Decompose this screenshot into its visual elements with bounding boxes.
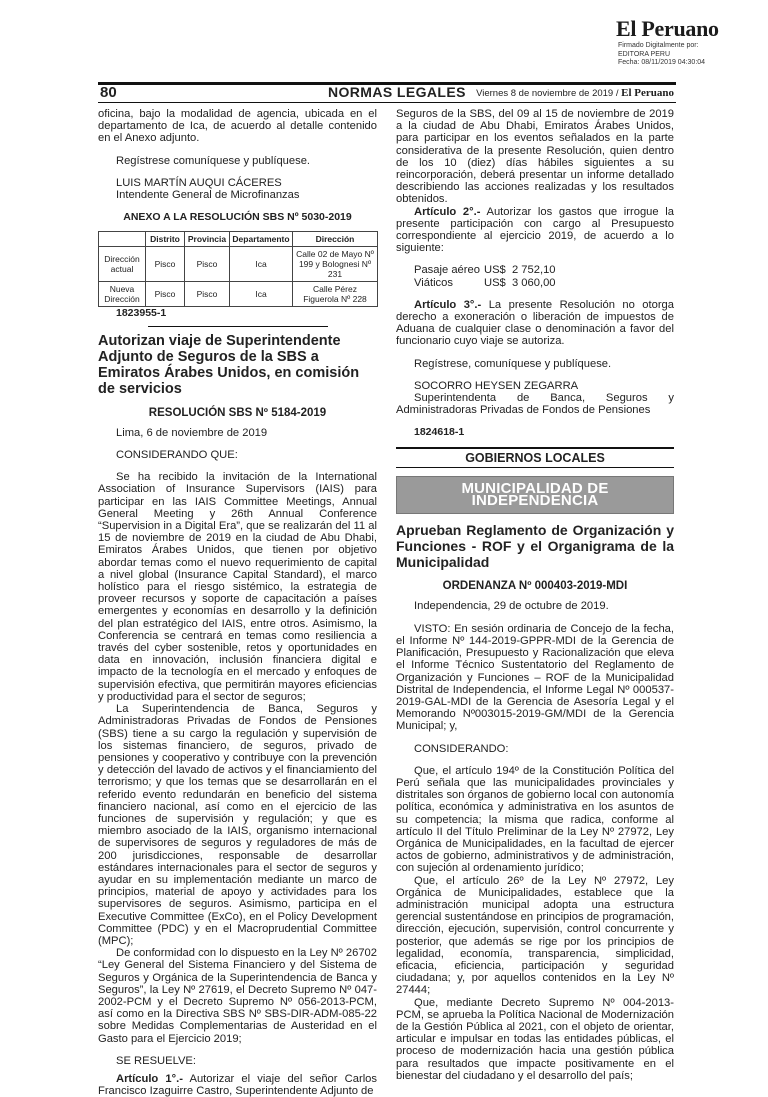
el-peruano-logo: El Peruano bbox=[616, 16, 719, 41]
expense-label: Viáticos bbox=[414, 276, 453, 289]
article-label: Artículo 2°.- bbox=[414, 205, 481, 218]
body-paragraph: Que, el artículo 26º de la Ley Nº 27972, Ley Orgánica de Municipalidades, establece que la administración municipal adopta una estructura gerencial sustentándose en principios de programación, dirección, ejecución, supervisión, control concurrente y posterior, que además se rige por los principios de legalidad, economía, transparencia, simplicidad, eficacia, eficiencia, participación y seguridad ciudadana; y, por aquellos contenidos en la Ley Nº 27444; bbox=[396, 874, 674, 997]
table-cell: Ica bbox=[230, 247, 293, 282]
signer-name: SOCORRO HEYSEN ZEGARRA bbox=[414, 379, 579, 392]
expense-row bbox=[414, 264, 674, 276]
signer-title: Intendente General de Microfinanzas bbox=[116, 189, 300, 202]
annex-header-cell: Provincia bbox=[185, 232, 230, 247]
annex-title: ANEXO A LA RESOLUCIÓN SBS Nº 5030-2019 bbox=[123, 211, 352, 224]
body-paragraph: Que, mediante Decreto Supremo Nº 004-2013-PCM, se aprueba la Política Nacional de Modernización de la Gestión Pública al 2021, con el objeto de orientar, articular e impulsar en todas las entidades públicas, el proceso de modernización hacia una gestión pública para resultados que impacte positivamente en el bienestar del ciudadano y el desarrollo del país; bbox=[396, 996, 674, 1082]
article-label: Artículo 3°.- bbox=[414, 298, 482, 311]
article-label: Artículo 1°.- bbox=[116, 1072, 183, 1085]
separator-rule bbox=[148, 326, 328, 327]
article-headline: Autorizan viaje de Superintendente Adjunto de Seguros de la SBS a Emiratos Árabes Unidos, en comisión de servicios bbox=[98, 332, 360, 397]
table-cell: Calle 02 de Mayo Nº 199 y Bolognesi Nº 231 bbox=[293, 247, 378, 282]
signer-title: Superintendenta de Banca, Seguros y Administradoras Privadas de Fondos de Pensiones bbox=[396, 392, 674, 417]
visto-paragraph: VISTO: En sesión ordinaria de Concejo de la fecha, el Informe Nº 144-2019-GPPR-MDI de la Gerencia de Planificación, Presupuesto y Racionalización que eleva el Informe Técnico Sustentatorio del Reglamento de Organización y Funciones – ROF de la Municipalidad Distrital de Independencia, el Informe Legal Nº 000537-2019-GAL-MDI de la Gerencia de Asesoría Legal y el Memorando Nº003015-2019-GM/MDI de la Gerencia Municipal; y, bbox=[396, 622, 674, 733]
body-paragraph: La Superintendencia de Banca, Seguros y Administradoras Privadas de Fondos de Pensiones (SBS) tiene a su cargo la regulación y supervisión de los sistemas financiero, de seguros, privado de pensiones y cooperativo y contribuye con la prevención y detección del lavado de activos y el financiamiento del terrorismo; y que los temas que se desarrollarán en el referido evento redundarán en beneficio del sistema financiero nacional, así como en el ejercicio de las funciones de supervisión y regulación; y que es miembro asociado de la IAIS, organismo internacional de supervisores de seguros y reguladores de más de 200 jurisdicciones, responsable de desarrollar estándares internacionales para el sector de seguros y ayudar en su implementación mediante un marco de principios, material de apoyo y actividades para los supervisores de seguros. Asimismo, participa en el Executive Committee (ExCo), en el Policy Development Committee (PDC) y en el Macroprudential Committee (MPC); bbox=[98, 703, 377, 947]
ordinance-number: ORDENANZA Nº 000403-2019-MDI bbox=[442, 580, 628, 593]
municipality-banner: MUNICIPALIDAD DE INDEPENDENCIA bbox=[396, 476, 674, 514]
table-row bbox=[99, 282, 378, 307]
paper-name: El Peruano bbox=[621, 87, 674, 99]
signer-name: LUIS MARTÍN AUQUI CÁCERES bbox=[116, 176, 282, 189]
header-bottom-rule bbox=[98, 102, 676, 103]
page-header bbox=[98, 84, 676, 102]
place-date: Lima, 6 de noviembre de 2019 bbox=[116, 426, 268, 439]
table-cell: Ica bbox=[230, 282, 293, 307]
annex-header-cell bbox=[99, 232, 146, 247]
header-date bbox=[476, 87, 674, 99]
expense-label: Pasaje aéreo bbox=[414, 264, 480, 277]
table-cell: Calle Pérez Figuerola Nº 228 bbox=[293, 282, 378, 307]
annex-header-cell: Dirección bbox=[293, 232, 378, 247]
signature-line: Firmado Digitalmente por: bbox=[618, 42, 699, 49]
publication-code: 1823955-1 bbox=[116, 307, 167, 320]
article-1 bbox=[98, 1073, 377, 1097]
annex-header-cell: Departamento bbox=[230, 232, 293, 247]
expense-row bbox=[414, 277, 674, 289]
section-title: NORMAS LEGALES bbox=[328, 84, 466, 100]
body-paragraph: De conformidad con lo dispuesto en la Ley Nº 26702 “Ley General del Sistema Financiero y del Sistema de Seguros y Orgánica de la Superintendencia de Banca y Seguros”, la Ley Nº 27619, el Decreto Supremo Nº 047-2002-PCM y el Decreto Supremo Nº 056-2013-PCM, así como en la Directiva SBS Nº SBS-DIR-ADM-085-22 sobre Medidas Complementarias de Austeridad en el Gasto para el Ejercicio 2019; bbox=[98, 947, 377, 1045]
registrese-line: Regístrese, comuníquese y publíquese. bbox=[414, 357, 612, 370]
considerando-heading: CONSIDERANDO: bbox=[414, 742, 509, 755]
annex-header-row bbox=[99, 232, 378, 247]
body-paragraph: Se ha recibido la invitación de la International Association of Insurance Supervisors (IAIS) para participar en las IAIS Committee Meetings, Annual General Meeting y 26th Annual Conference “Supervision in a Digital Era”, que se realizarán del 11 al 15 de noviembre de 2019 en la ciudad de Abu Dhabi, Emiratos Árabes Unidos, que tienen por objetivo abordar temas como el nuevo requerimiento de capital a nivel global (Insurance Capital Standard), el marco holístico para el riesgo sistémico, la estrategia de proveer recursos y soporte de capacitación a países emergentes y economías en desarrollo y la definición del plan estratégico del IAIS, entre otros. Asimismo, la Conferencia se centrará en temas como resiliencia a través del cyber sostenible, retos y oportunidades en data en innovación, inclusión financiera digital e impacto de la tecnología en el mercado y enfoques de supervisión efectiva, que permitirán mayores eficiencias y productividad para el sector de seguros; bbox=[98, 471, 377, 703]
table-cell: Dirección actual bbox=[99, 247, 146, 282]
table-cell: Pisco bbox=[146, 282, 185, 307]
article-headline: Aprueban Reglamento de Organización y Funciones - ROF y el Organigrama de la Municipalidad bbox=[396, 522, 674, 571]
publication-code: 1824618-1 bbox=[414, 426, 465, 439]
signature-line: Fecha: 08/11/2019 04:30:04 bbox=[618, 59, 706, 66]
table-cell: Pisco bbox=[185, 247, 230, 282]
article-text: La presente Resolución no otorga derecho a exoneración o liberación de impuestos de Aduana de cualquier clase o denominación a favor del funcionario cuyo viaje se autoriza. bbox=[396, 298, 674, 348]
issue-date: Viernes 8 de noviembre de 2019 / bbox=[476, 88, 619, 99]
expense-value: US$ 3 060,00 bbox=[484, 276, 556, 289]
expense-list bbox=[414, 264, 674, 288]
table-cell: Pisco bbox=[185, 282, 230, 307]
expense-value: US$ 2 752,10 bbox=[484, 264, 556, 277]
table-row bbox=[99, 247, 378, 282]
page-number: 80 bbox=[100, 84, 117, 101]
article-text: Autorizar el viaje del señor Carlos Francisco Izaguirre Castro, Superintendente Adjunto de bbox=[98, 1072, 377, 1097]
place-date: Independencia, 29 de octubre de 2019. bbox=[414, 600, 609, 613]
digital-signature bbox=[618, 42, 705, 68]
considerando-heading: CONSIDERANDO QUE: bbox=[116, 449, 238, 462]
article-2 bbox=[396, 206, 674, 255]
se-resuelve: SE RESUELVE: bbox=[116, 1054, 196, 1067]
section-banner-gobiernos-locales: GOBIERNOS LOCALES bbox=[396, 447, 674, 468]
article-text: Autorizar los gastos que irrogue la presente participación con cargo al Presupuesto correspondiente al ejercicio 2019, de acuerdo a lo siguiente: bbox=[396, 205, 674, 255]
table-cell: Nueva Dirección bbox=[99, 282, 146, 307]
annex-header-cell: Distrito bbox=[146, 232, 185, 247]
resolution-number: RESOLUCIÓN SBS Nº 5184-2019 bbox=[148, 406, 327, 419]
registrese-line: Regístrese comuníquese y publíquese. bbox=[116, 154, 311, 167]
intro-paragraph: oficina, bajo la modalidad de agencia, ubicada en el departamento de Ica, de acuerdo al detalle contenido en el Anexo adjunto. bbox=[98, 108, 377, 145]
table-cell: Pisco bbox=[146, 247, 185, 282]
body-paragraph: Que, el artículo 194º de la Constitución Política del Perú señala que las municipalidades provinciales y distritales son órganos de gobierno local con autonomía política, económica y administrativa en los asuntos de su competencia; la misma que radica, conforme al artículo II del Título Preliminar de la Ley Nº 27972, Ley Orgánica de Municipalidades, en la facultad de ejercer actos de gobierno, administrativos y de administración, con sujeción al ordenamiento jurídico; bbox=[396, 764, 674, 875]
left-column bbox=[98, 108, 377, 1097]
signature-line: EDITORA PERU bbox=[618, 50, 670, 58]
right-column bbox=[396, 108, 674, 1082]
article-3 bbox=[396, 299, 674, 348]
annex-table bbox=[98, 231, 378, 307]
continued-paragraph: Seguros de la SBS, del 09 al 15 de noviembre de 2019 a la ciudad de Abu Dhabi, Emiratos Árabes Unidos, para participar en los eventos señalados en la parte considerativa de la presente Resolución, quien dentro de los 10 (diez) días hábiles siguientes a su reincorporación, deberá presentar un informe detallado describiendo las acciones realizadas y los resultados obtenidos. bbox=[396, 108, 674, 206]
